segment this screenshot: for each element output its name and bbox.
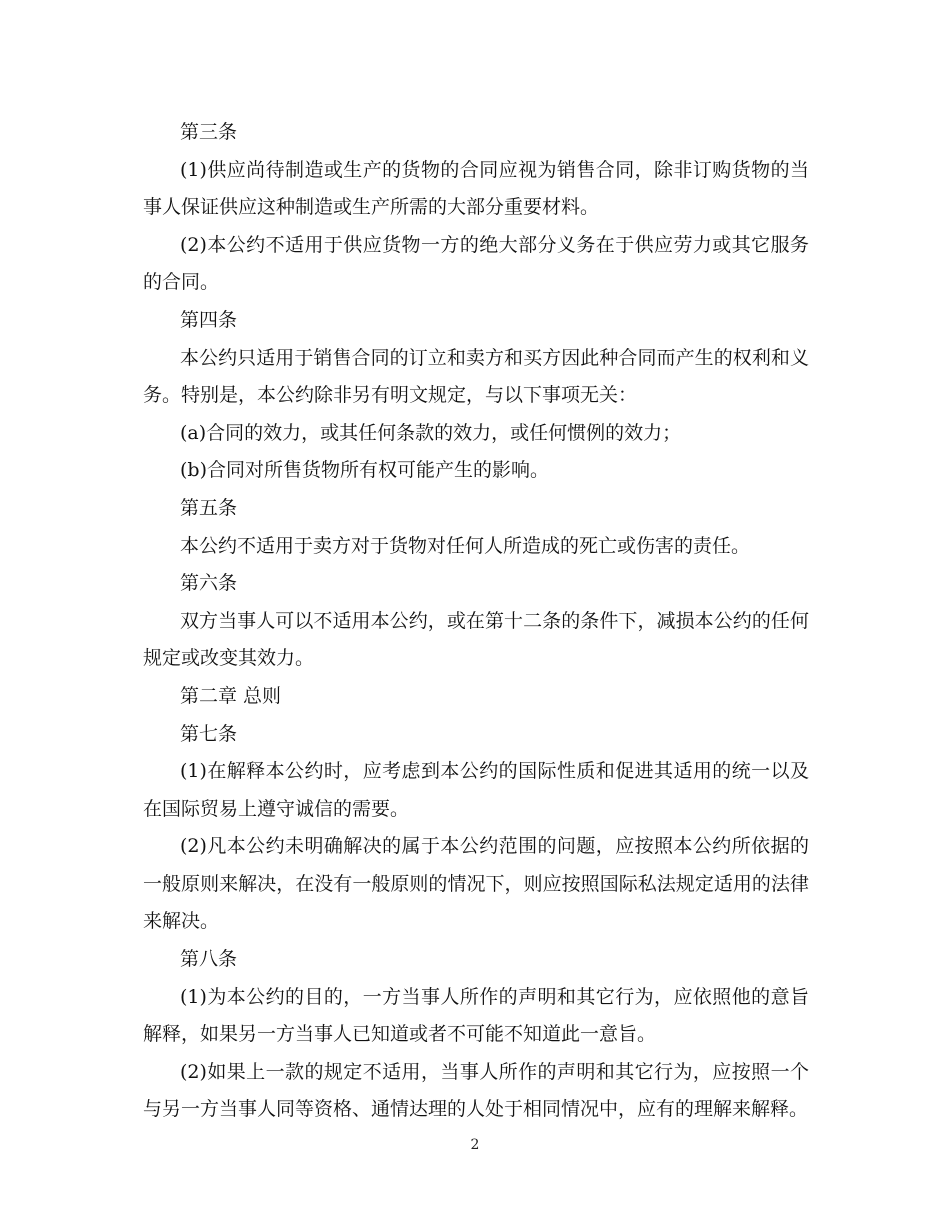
paragraph: (b)合同对所售货物所有权可能产生的影响。 (180, 459, 549, 482)
article-heading: 第八条 (180, 948, 238, 971)
paragraph: 本公约只适用于销售合同的订立和卖方和买方因此种合同而产生的权利和义务。特别是，本公约除非另有明文规定，与以下事项无关： (143, 346, 809, 407)
paragraph: (2)凡本公约未明确解决的属于本公约范围的问题，应按照本公约所依据的一般原则来解决，在没有一般原则的情况下，则应按照国际私法规定适用的法律来解决。 (143, 835, 809, 933)
paragraph: (1)在解释本公约时，应考虑到本公约的国际性质和促进其适用的统一以及在国际贸易上遵守诚信的需要。 (143, 760, 809, 820)
page-number: 2 (470, 1137, 480, 1153)
article-heading: 第三条 (180, 121, 238, 143)
paragraph: (1)供应尚待制造或生产的货物的合同应视为销售合同，除非订购货物的当事人保证供应这种制造或生产所需的大部分重要材料。 (143, 158, 809, 219)
paragraph: (a)合同的效力，或其任何条款的效力，或任何惯例的效力； (180, 421, 682, 444)
paragraph: 双方当事人可以不适用本公约，或在第十二条的条件下，减损本公约的任何规定或改变其效力。 (143, 609, 809, 670)
document-body (143, 114, 809, 1129)
paragraph: 本公约不适用于卖方对于货物对任何人所造成的死亡或伤害的责任。 (180, 534, 751, 557)
article-heading: 第七条 (180, 722, 238, 745)
paragraph: (2)本公约不适用于供应货物一方的绝大部分义务在于供应劳力或其它服务的合同。 (143, 233, 809, 294)
article-heading: 第五条 (180, 496, 238, 519)
chapter-heading: 第二章 总则 (180, 684, 282, 707)
article-heading: 第四条 (180, 308, 238, 331)
paragraph: (1)为本公约的目的，一方当事人所作的声明和其它行为，应依照他的意旨解释，如果另一方当事人已知道或者不可能不知道此一意旨。 (143, 985, 809, 1046)
article-heading: 第六条 (180, 572, 238, 595)
paragraph: (2)如果上一款的规定不适用，当事人所作的声明和其它行为，应按照一个与另一方当事人同等资格、通情达理的人处于相同情况中，应有的理解来解释。 (143, 1060, 809, 1121)
